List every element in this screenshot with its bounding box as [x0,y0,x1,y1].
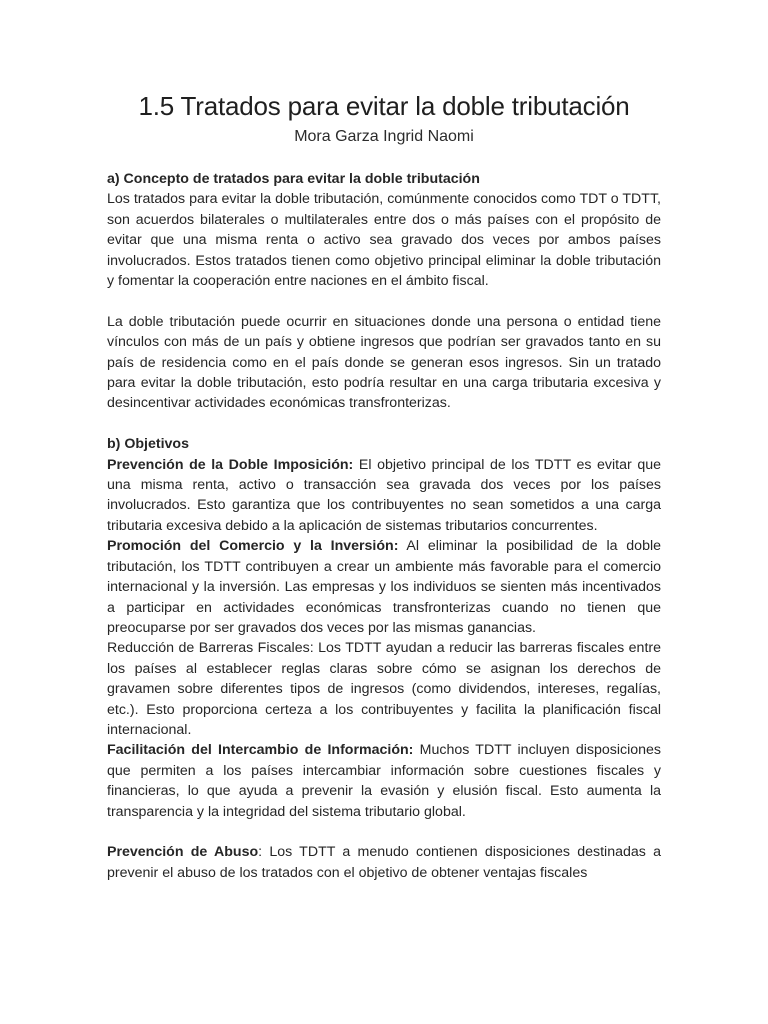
paragraph-gap [107,414,661,434]
objective-text: Al eliminar la posibilidad de la doble tributación, los TDTT contribuyen a crear un ambiente más favorable para el comercio internacional y la inversión. Las empresas y los individuos se sienten más incentivados a participar en actividades económicas transfronterizas cuando no tienen que preocuparse por ser gravados dos veces por las mismas ganancias. [107,538,661,636]
document-body [107,169,661,883]
objective-item [107,638,661,740]
objective-label: Promoción del Comercio y la Inversión: [107,538,399,555]
objective-label: Prevención de la Doble Imposición: [107,456,354,473]
section-a-paragraph-1: Los tratados para evitar la doble tributación, comúnmente conocidos como TDT o TDTT, son acuerdos bilaterales o multilaterales entre dos o más países con el propósito de evitar que una misma renta o activo sea gravado dos veces por ambos países involucrados. Estos tratados tienen como objetivo principal eliminar la doble tributación y fomentar la cooperación entre naciones en el ámbito fiscal. [107,191,661,290]
objective-text: Reducción de Barreras Fiscales: Los TDTT ayudan a reducir las barreras fiscales entre los países al establecer reglas claras sobre cómo se asignan los derechos de gravamen sobre diferentes tipos de ingresos (como dividendos, intereses, regalías, etc.). Esto proporciona certeza a los contribuyentes y facilita la planificación fiscal internacional. [107,640,661,738]
document-page [107,88,661,883]
section-b-heading: b) Objetivos [107,436,189,453]
objective-label: Prevención de Abuso [107,844,259,861]
objective-item [107,536,661,638]
document-title: 1.5 Tratados para evitar la doble tributación [138,91,630,121]
paragraph-gap [107,822,661,842]
section-a-paragraph-2: La doble tributación puede ocurrir en situaciones donde una persona o entidad tiene vínculos con más de un país y obtiene ingresos que podrían ser gravados tanto en su país de residencia como en el país donde se generan esos ingresos. Sin un tratado para evitar la doble tributación, esto podría resultar en una carga tributaria excesiva y desincentivar actividades económicas transfronterizas. [107,313,661,412]
objective-text: Muchos TDTT incluyen disposiciones que permiten a los países intercambiar información sobre cuestiones fiscales y financieras, lo que ayuda a prevenir la evasión y elusión fiscal. Esto aumenta la transparencia y la integridad del sistema tributario global. [107,742,661,820]
objective-text: El objetivo principal de los TDTT es evitar que una misma renta, activo o transacción sea gravada dos veces por los países involucrados. Esto garantiza que los contribuyentes no sean sometidos a una carga tributaria excesiva debido a la aplicación de sistemas tributarios concurrentes. [107,456,661,534]
objective-label: Facilitación del Intercambio de Información: [107,742,414,759]
objective-item-last [107,842,661,883]
section-a-heading: a) Concepto de tratados para evitar la doble tributación [107,171,480,187]
objective-item [107,740,661,822]
document-author: Mora Garza Ingrid Naomi [294,128,474,145]
objective-item [107,455,661,537]
objective-text: : Los TDTT a menudo contienen disposiciones destinadas a prevenir el abuso de los tratados con el objetivo de obtener ventajas fiscales [107,844,661,881]
paragraph-gap [107,291,661,311]
